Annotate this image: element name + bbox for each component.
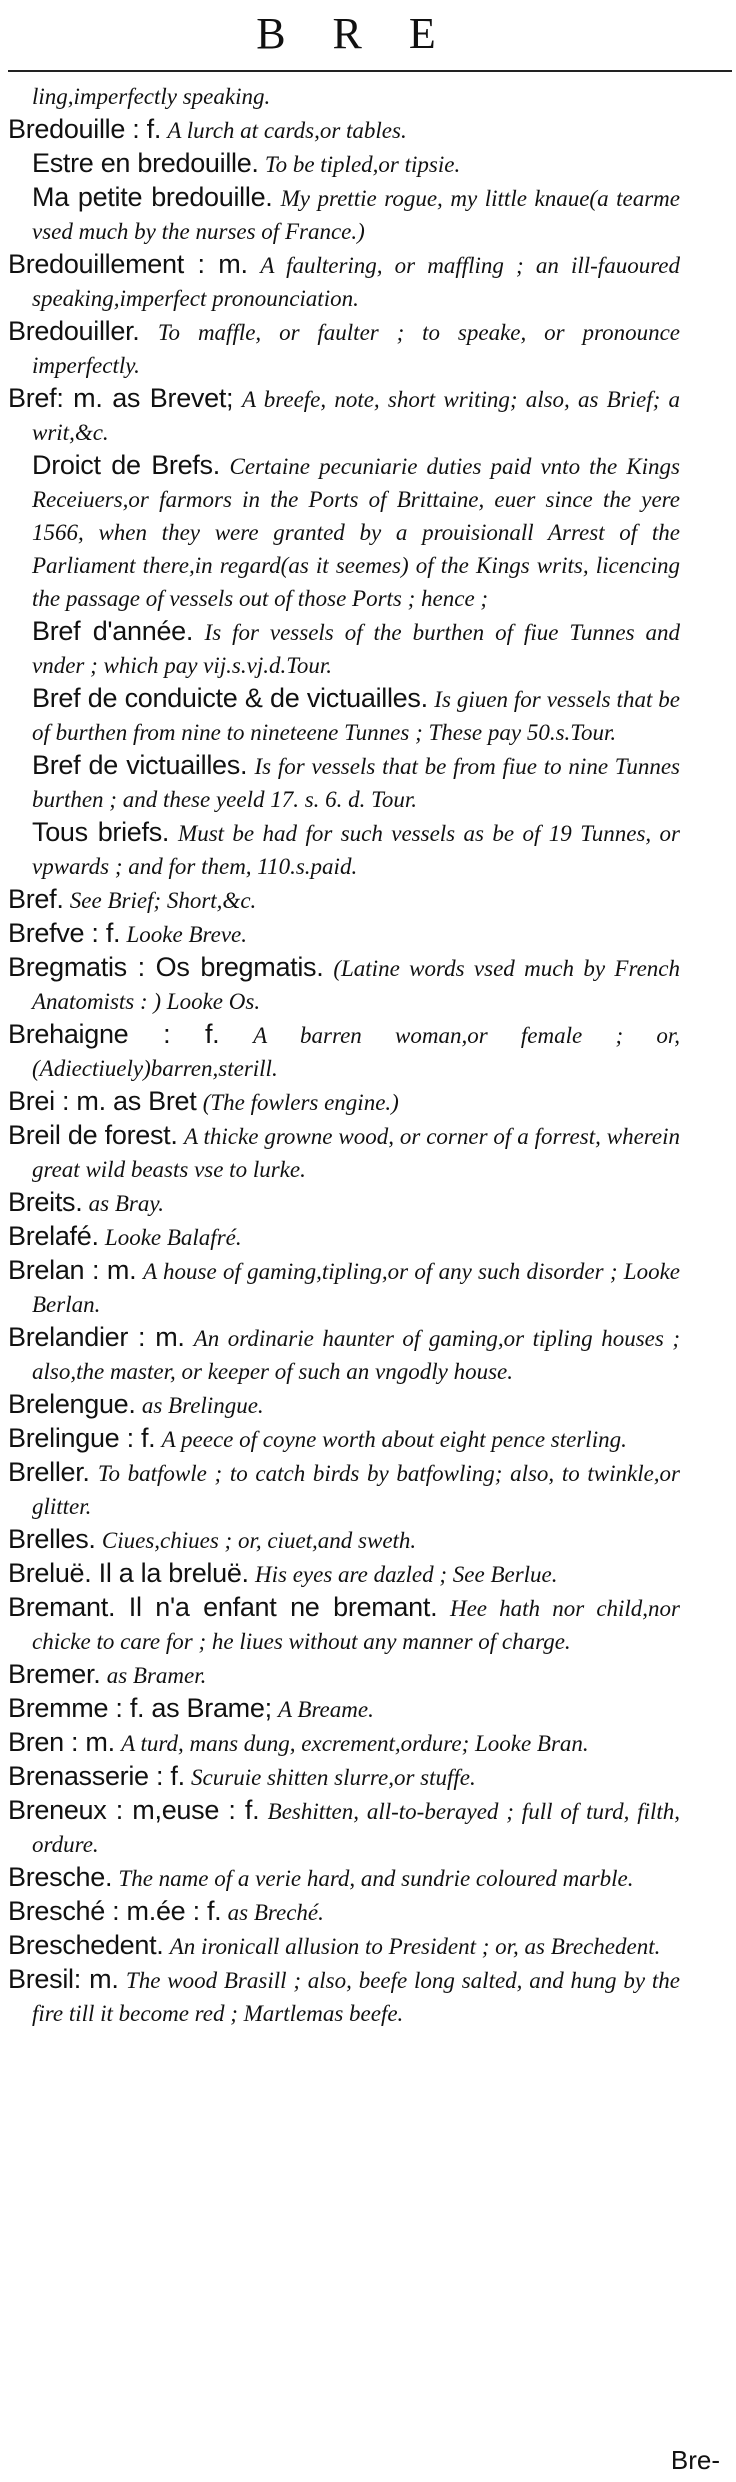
dictionary-entry bbox=[8, 1422, 680, 1456]
dictionary-entry bbox=[8, 248, 680, 315]
entry-definition: Is giuen for vessels that be of burthen from nine to nineteene Tunnes ; These pay 50.s.Tour. bbox=[32, 687, 681, 745]
entry-headword: Brehaigne : f. bbox=[8, 1019, 220, 1049]
dictionary-entry bbox=[8, 382, 680, 449]
dictionary-entry bbox=[32, 682, 680, 749]
entry-definition: as Bramer. bbox=[106, 1663, 207, 1688]
entry-list bbox=[8, 80, 680, 2030]
entry-definition: Must be had for such vessels as be of 19 Tunnes, or vpwards ; and for them, 110.s.paid. bbox=[32, 821, 680, 879]
dictionary-entry bbox=[8, 1254, 680, 1321]
entry-headword: Bredouillement : m. bbox=[8, 249, 248, 279]
dictionary-entry bbox=[8, 1895, 680, 1929]
entry-headword: Brenasserie : f. bbox=[8, 1761, 185, 1791]
entry-headword: Bresil: m. bbox=[8, 1964, 119, 1994]
entry-headword: Bremant. Il n'a enfant ne bremant. bbox=[8, 1592, 438, 1622]
entry-headword: Bref de conduicte & de victuailles. bbox=[32, 683, 428, 713]
entry-definition: (The fowlers engine.) bbox=[202, 1090, 399, 1115]
entry-headword: Bremme : f. as Brame; bbox=[8, 1693, 272, 1723]
entry-headword: Droict de Brefs. bbox=[32, 450, 220, 480]
entry-definition: To batfowle ; to catch birds by batfowling; also, to twinkle,or glitter. bbox=[32, 1461, 681, 1519]
dictionary-entry bbox=[8, 1929, 680, 1963]
entry-headword: Bref de victuailles. bbox=[32, 750, 248, 780]
entry-definition: Certaine pecuniarie duties paid vnto the Kings Receiuers,or farmors in the Ports of Brittaine, euer since the yere 1566, when they were granted by a prouisionall Arrest of the Parliament there,in regard(as it seemes) of the Kings writs, licencing the passage of vessels out of those Ports ; hence ; bbox=[32, 454, 681, 611]
entry-definition: Scuruie shitten slurre,or stuffe. bbox=[191, 1765, 476, 1790]
entry-headword: Breil de forest. bbox=[8, 1120, 178, 1150]
dictionary-entry bbox=[8, 1692, 680, 1726]
entry-definition: Is for vessels of the burthen of fiue Tunnes and vnder ; which pay vij.s.vj.d.Tour. bbox=[32, 620, 681, 678]
entry-definition: A barren woman,or female ; or, (Adiectiuely)barren,sterill. bbox=[32, 1023, 681, 1081]
entry-definition: The wood Brasill ; also, beefe long salted, and hung by the fire till it become red ; Martlemas beefe. bbox=[32, 1968, 680, 2026]
dictionary-entry bbox=[32, 816, 680, 883]
dictionary-entry bbox=[8, 883, 680, 917]
dictionary-entry bbox=[32, 615, 680, 682]
entry-headword: Brelafé. bbox=[8, 1221, 99, 1251]
dictionary-entry bbox=[32, 749, 680, 816]
entry-headword: Bregmatis : Os bregmatis. bbox=[8, 952, 324, 982]
entry-definition: as Breché. bbox=[227, 1900, 324, 1925]
dictionary-entry bbox=[8, 1186, 680, 1220]
entry-definition: ling,imperfectly speaking. bbox=[32, 84, 271, 109]
dictionary-entry bbox=[8, 1018, 680, 1085]
dictionary-entry bbox=[8, 1861, 680, 1895]
entry-headword: Tous briefs. bbox=[32, 817, 170, 847]
entry-headword: Brelandier : m. bbox=[8, 1322, 185, 1352]
entry-definition: (Latine words vsed much by French Anatomists : ) Looke Os. bbox=[32, 956, 680, 1014]
entry-headword: Bredouiller. bbox=[8, 316, 140, 346]
dictionary-entry bbox=[32, 80, 680, 113]
entry-definition: as Bray. bbox=[88, 1191, 165, 1216]
entry-definition: A Breame. bbox=[278, 1697, 374, 1722]
entry-definition: A house of gaming,tipling,or of any such disorder ; Looke Berlan. bbox=[32, 1259, 681, 1317]
entry-headword: Bresché : m.ée : f. bbox=[8, 1896, 222, 1926]
entry-headword: Brelan : m. bbox=[8, 1255, 137, 1285]
entry-headword: Breits. bbox=[8, 1187, 83, 1217]
dictionary-entry bbox=[8, 1523, 680, 1557]
dictionary-entry bbox=[8, 1658, 680, 1692]
entry-headword: Brelingue : f. bbox=[8, 1423, 156, 1453]
entry-headword: Bref. bbox=[8, 884, 64, 914]
dictionary-entry bbox=[32, 181, 680, 248]
dictionary-entry bbox=[8, 1794, 680, 1861]
entry-headword: Breneux : m,euse : f. bbox=[8, 1795, 260, 1825]
entry-definition: A faultering, or maffling ; an ill-fauoured speaking,imperfect pronounciation. bbox=[32, 253, 681, 311]
entry-definition: See Brief; Short,&c. bbox=[69, 888, 257, 913]
entry-headword: Bremer. bbox=[8, 1659, 101, 1689]
dictionary-entry bbox=[8, 1220, 680, 1254]
entry-definition: An ordinarie haunter of gaming,or tipling houses ; also,the master, or keeper of such an vngodly house. bbox=[32, 1326, 680, 1384]
entry-headword: Brelles. bbox=[8, 1524, 96, 1554]
entry-definition: Hee hath nor child,nor chicke to care for ; he liues without any manner of charge. bbox=[32, 1596, 681, 1654]
dictionary-entry bbox=[32, 449, 680, 615]
entry-headword: Brei : m. as Bret bbox=[8, 1086, 197, 1116]
entry-definition: My prettie rogue, my little knaue(a tearme vsed much by the nurses of France.) bbox=[32, 186, 680, 244]
dictionary-entry bbox=[8, 1760, 680, 1794]
dictionary-entry bbox=[8, 1085, 680, 1119]
dictionary-entry bbox=[8, 1321, 680, 1388]
entry-headword: Bresche. bbox=[8, 1862, 113, 1892]
entry-definition: To be tipled,or tipsie. bbox=[264, 152, 461, 177]
dictionary-entry bbox=[8, 951, 680, 1018]
entry-definition: To maffle, or faulter ; to speake, or pronounce imperfectly. bbox=[32, 320, 680, 378]
header-rule bbox=[8, 70, 732, 72]
entry-definition: A peece of coyne worth about eight pence sterling. bbox=[161, 1427, 627, 1452]
entry-headword: Estre en bredouille. bbox=[32, 148, 259, 178]
entry-headword: Ma petite bredouille. bbox=[32, 182, 273, 212]
dictionary-entry bbox=[8, 113, 680, 147]
dictionary-entry bbox=[8, 1726, 680, 1760]
dictionary-entry bbox=[8, 315, 680, 382]
entry-definition: A thicke growne wood, or corner of a forrest, wherein great wild beasts vse to lurke. bbox=[32, 1124, 681, 1182]
dictionary-entry bbox=[8, 1557, 680, 1591]
entry-definition: as Brelingue. bbox=[141, 1393, 264, 1418]
dictionary-entry bbox=[8, 917, 680, 951]
entry-definition: His eyes are dazled ; See Berlue. bbox=[255, 1562, 558, 1587]
entry-definition: The name of a verie hard, and sundrie coloured marble. bbox=[118, 1866, 634, 1891]
entry-headword: Breluë. Il a la breluë. bbox=[8, 1558, 249, 1588]
dictionary-entry bbox=[8, 1963, 680, 2030]
entry-definition: Beshitten, all-to-berayed ; full of turd, filth, ordure. bbox=[32, 1799, 681, 1857]
page-header: B R E bbox=[256, 9, 454, 58]
entry-headword: Bref d'année. bbox=[32, 616, 194, 646]
entry-definition: A turd, mans dung, excrement,ordure; Looke Bran. bbox=[121, 1731, 589, 1756]
entry-headword: Bredouille : f. bbox=[8, 114, 162, 144]
entry-definition: A breefe, note, short writing; also, as Brief; a writ,&c. bbox=[32, 387, 680, 445]
dictionary-entry bbox=[8, 1119, 680, 1186]
entry-headword: Breller. bbox=[8, 1457, 90, 1487]
entry-definition: Is for vessels that be from fiue to nine Tunnes burthen ; and these yeeld 17. s. 6. d. Tour. bbox=[32, 754, 680, 812]
dictionary-entry bbox=[8, 1456, 680, 1523]
entry-definition: An ironicall allusion to President ; or, as Brechedent. bbox=[169, 1934, 661, 1959]
entry-headword: Bref: m. as Brevet; bbox=[8, 383, 234, 413]
dictionary-entry bbox=[8, 1388, 680, 1422]
entry-headword: Brelengue. bbox=[8, 1389, 136, 1419]
entry-headword: Breschedent. bbox=[8, 1930, 164, 1960]
dictionary-entry bbox=[8, 1591, 680, 1658]
entry-definition: Ciues,chiues ; or, ciuet,and sweth. bbox=[101, 1528, 417, 1553]
entry-headword: Brefve : f. bbox=[8, 918, 121, 948]
entry-definition: Looke Balafré. bbox=[104, 1225, 242, 1250]
entry-definition: A lurch at cards,or tables. bbox=[167, 118, 407, 143]
dictionary-entry bbox=[32, 147, 680, 181]
entry-headword: Bren : m. bbox=[8, 1727, 115, 1757]
catchword: Bre- bbox=[670, 2445, 720, 2475]
entry-definition: Looke Breve. bbox=[126, 922, 247, 947]
